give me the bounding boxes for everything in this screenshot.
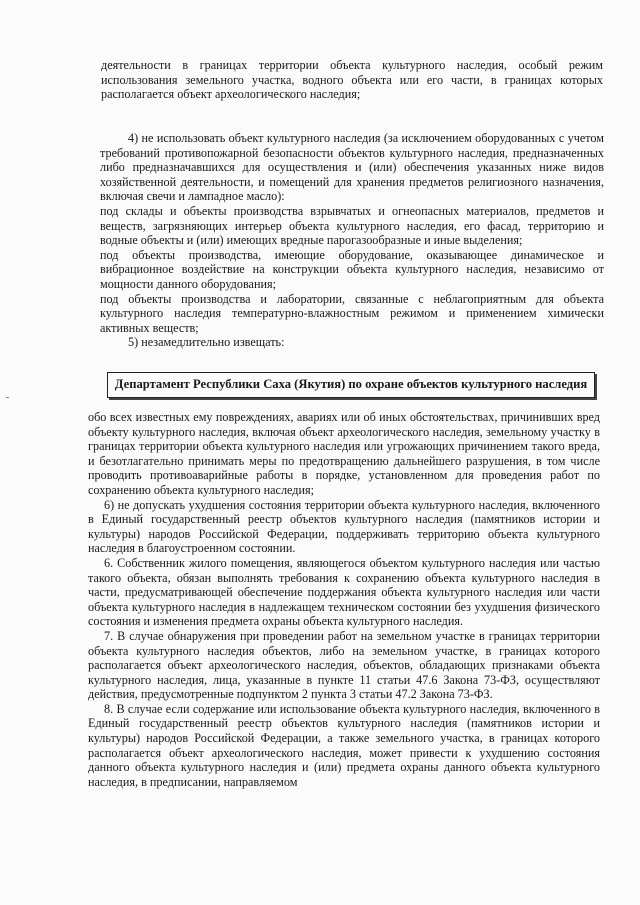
paragraph: под объекты производства, имеющие оборудование, оказывающее динамическое и вибрационное воздействие на конструкции объекта культурного наследия, независимо от мощности данного оборудования; <box>100 247 604 291</box>
paragraph: 7. В случае обнаружения при проведении работ на земельном участке в границах территории объекта культурного наследия объектов, либо на земельном участке, в границах которого располагается объект археологического наследия, объектов, обладающих признаками объекта культурного наследия, лица, указанные в пункте 11 статьи 47.6 Закона 73-ФЗ, осуществляют действия, предусмотренные подпунктом 2 пункта 3 статьи 47.2 Закона 73-ФЗ. <box>88 628 600 702</box>
text-block-bottom <box>88 410 600 789</box>
margin-mark <box>6 397 9 398</box>
paragraph: 5) незамедлительно извещать: <box>128 335 285 350</box>
paragraph: 6) не допускать ухудшения состояния территории объекта культурного наследия, включенного в Единый государственный реестр объектов культурного наследия (памятников истории и культуры) народов Российской Федерации, поддерживать территорию объекта культурного наследия в благоустроенном состоянии. <box>88 497 600 556</box>
paragraph: 4) не использовать объект культурного наследия (за исключением оборудованных с учетом требований противопожарной безопасности объектов культурного наследия, предназначенных либо предназначавшихся для осуществления и (или) обеспечения указанных ниже видов хозяйственной деятельности, и помещений для хранения предметов религиозного назначения, включая свечи и лампадное масло): <box>100 131 604 204</box>
paragraph: деятельности в границах территории объекта культурного наследия, особый режим использования земельного участка, водного объекта или его части, в границах которых располагается объект археологического наследия; <box>101 58 603 102</box>
department-stamp: Департамент Республики Саха (Якутия) по охране объектов культурного наследия <box>107 372 595 398</box>
paragraph: 6. Собственник жилого помещения, являющегося объектом культурного наследия или частью такого объекта, обязан выполнять требования к сохранению объекта культурного наследия в части, предусматривающей обеспечение поддержания объекта культурного наследия или части объекта культурного наследия в надлежащем техническом состоянии без ухудшения физического состояния и изменения предмета охраны объекта культурного наследия. <box>88 555 600 629</box>
paragraph: под склады и объекты производства взрывчатых и огнеопасных материалов, предметов и веществ, загрязняющих интерьер объекта культурного наследия, его фасад, территорию и водные объекты и (или) имеющих вредные парогазообразные и иные выделения; <box>100 203 604 248</box>
paragraph: под объекты производства и лаборатории, связанные с неблагоприятным для объекта культурного наследия температурно-влажностным режимом и применением химически активных веществ; <box>100 291 604 335</box>
text-block-list-4 <box>100 131 604 350</box>
paragraph: 8. В случае если содержание или использование объекта культурного наследия, включенного в Единый государственный реестр объектов культурного наследия (памятников истории и культуры) народов Российской Федерации, а также земельного участка, в границах которого располагается объект археологического наследия, может привести к ухудшению состояния данного объекта культурного наследия и (или) предмета охраны данного объекта культурного наследия, в предписании, направляемом <box>88 701 600 789</box>
text-block-top <box>101 58 603 102</box>
paragraph: обо всех известных ему повреждениях, авариях или об иных обстоятельствах, причинивших вред объекту культурного наследия, включая объект археологического наследия, земельному участку в границах территории объекта культурного наследия или угрожающих причинением такого вреда, и безотлагательно принимать меры по предотвращению дальнейшего разрушения, в том числе проводить противоаварийные работы в порядке, установленном для проведения работ по сохранению объекта культурного наследия; <box>88 410 600 497</box>
